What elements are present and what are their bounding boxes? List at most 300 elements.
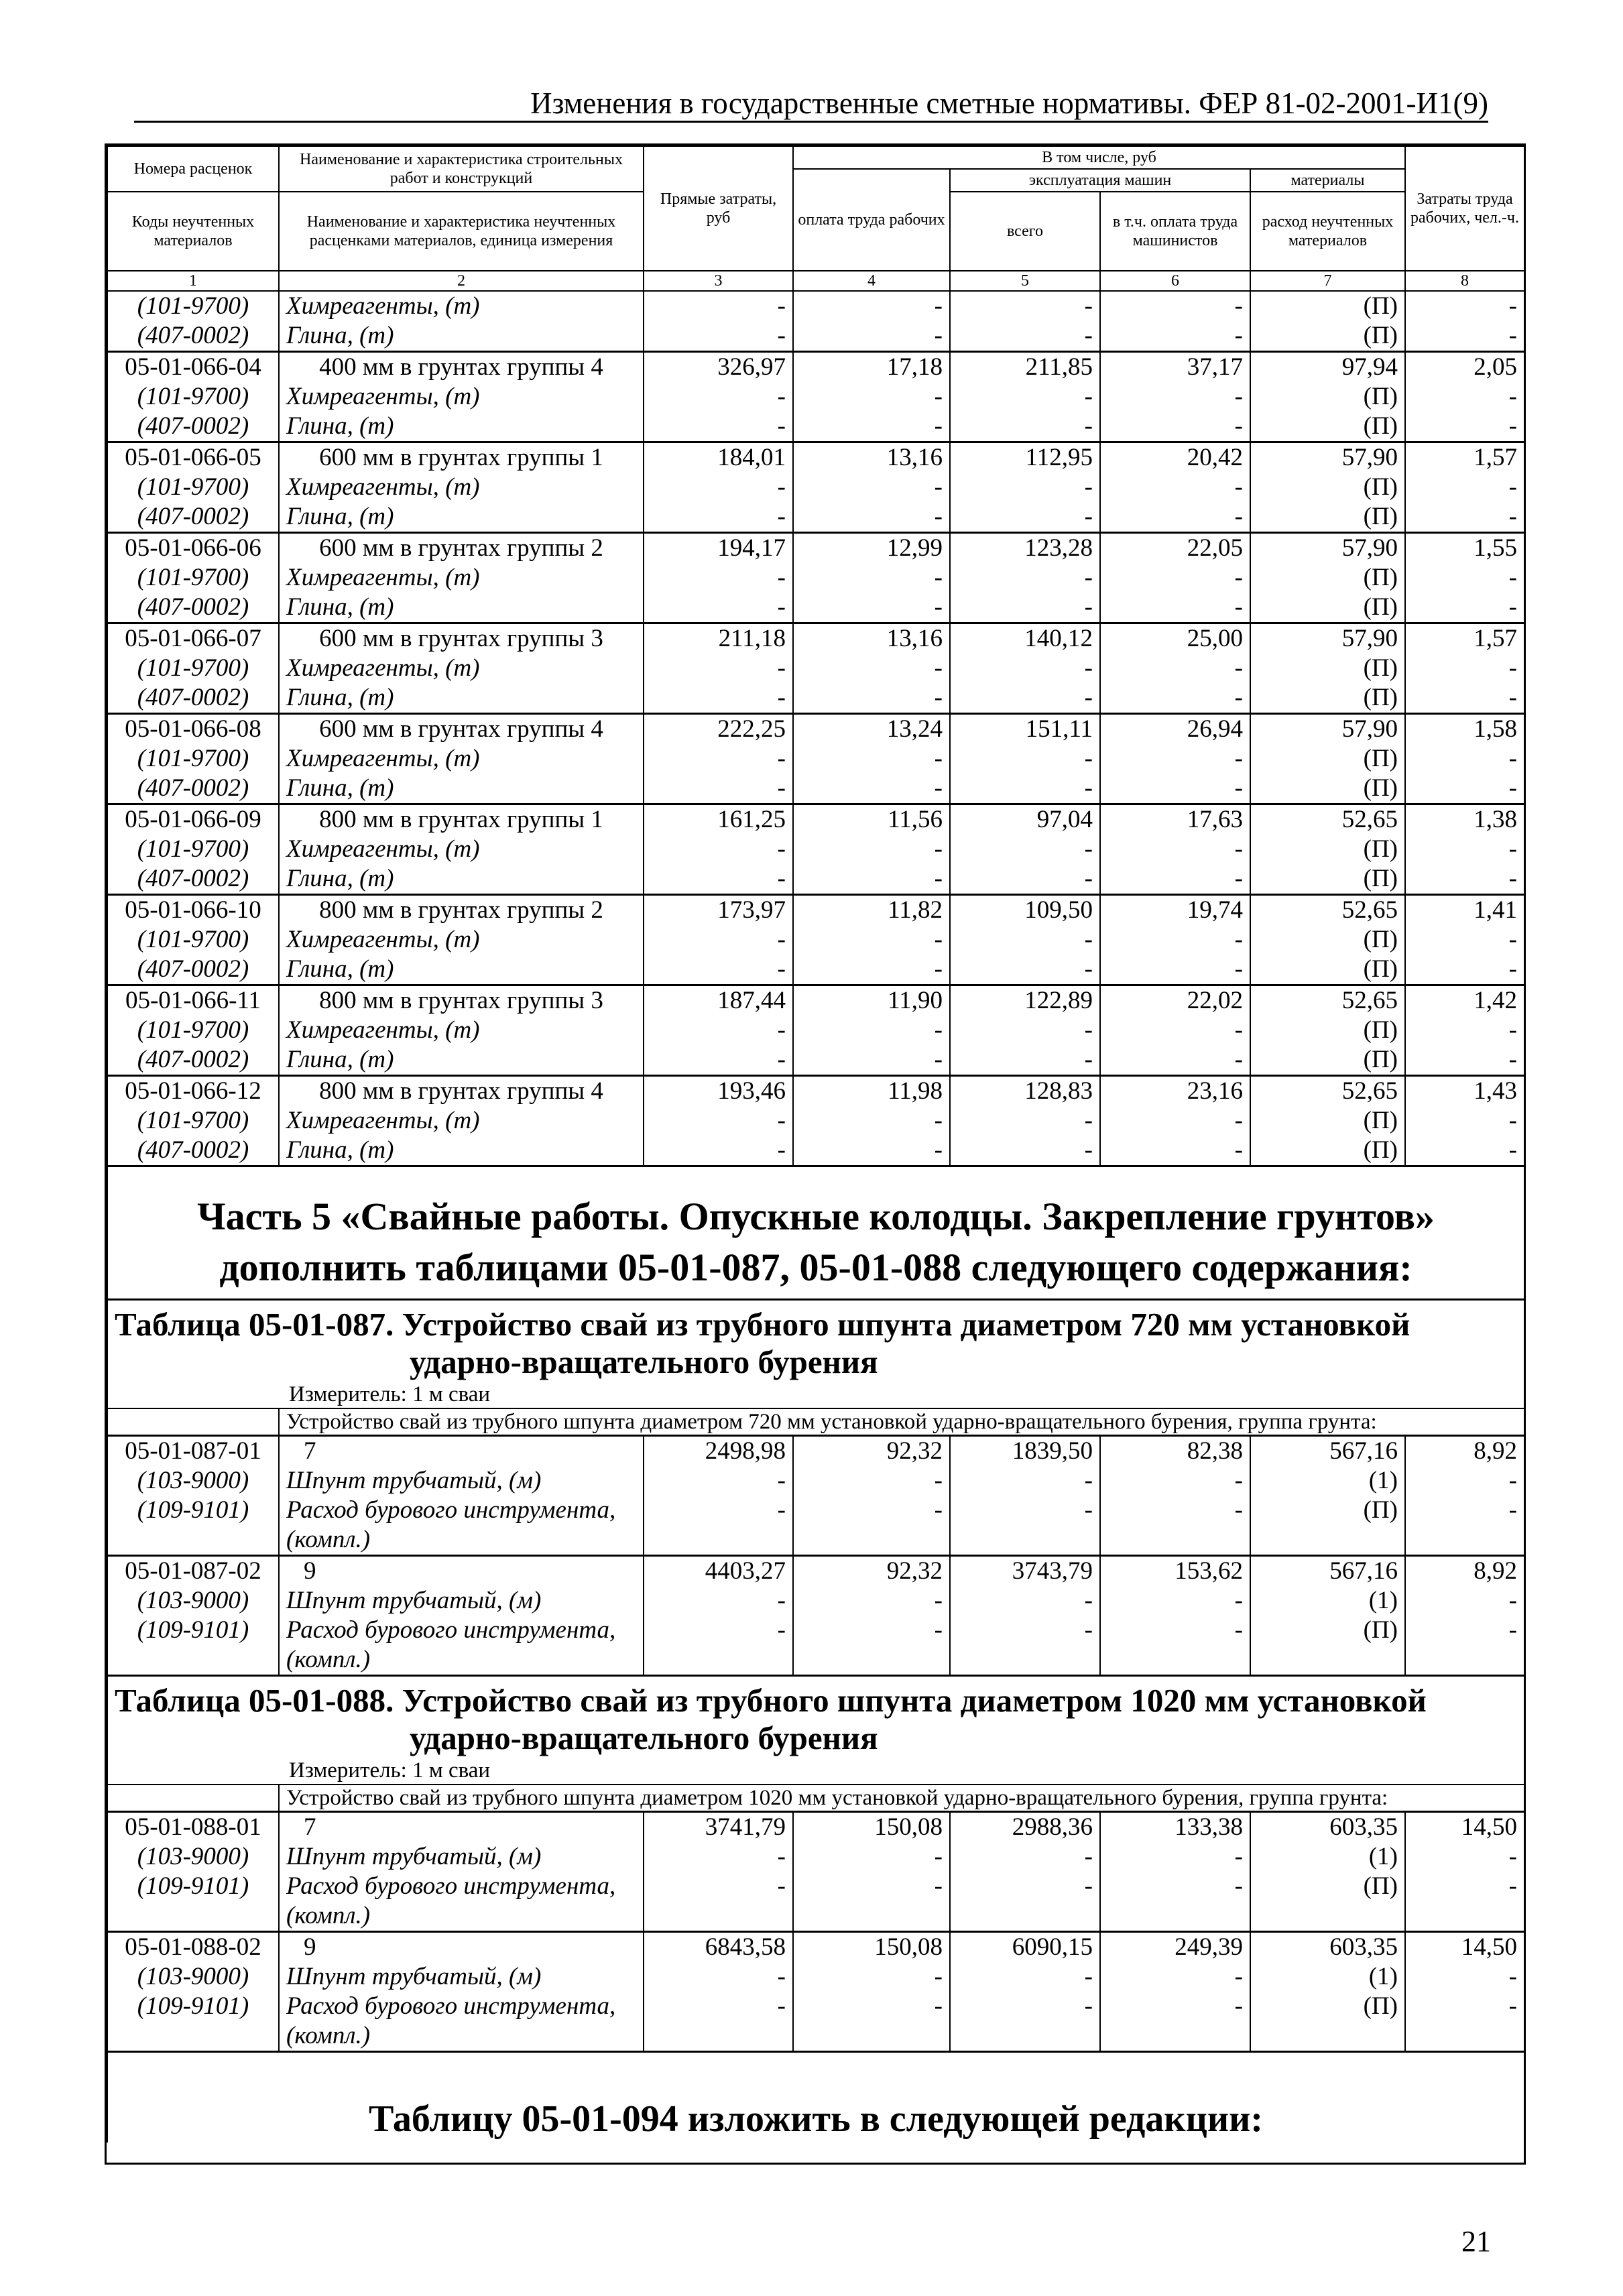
cell: (П) (1250, 1872, 1405, 1932)
cell: 05-01-066-11 (107, 985, 279, 1016)
cell: Расход бурового инструмента, (компл.) (279, 1872, 644, 1932)
cell: Глина, (т) (279, 864, 644, 895)
cell: 4403,27 (644, 1556, 793, 1587)
cell: (101-9700) (107, 382, 279, 412)
cell: - (644, 593, 793, 623)
col-header-6: в т.ч. оплата труда машинистов (1100, 192, 1250, 271)
cell: 1,43 (1405, 1076, 1524, 1107)
cell: - (1100, 473, 1250, 502)
cell: 2498,98 (644, 1436, 793, 1467)
cell: Глина, (т) (279, 683, 644, 714)
cell: - (1405, 1872, 1524, 1932)
cell: (П) (1250, 563, 1405, 593)
cell: 140,12 (950, 623, 1100, 654)
cell: - (1405, 774, 1524, 804)
cell: - (1100, 412, 1250, 442)
cell: 7 (279, 1812, 644, 1843)
rate-row (107, 352, 1524, 383)
cell: Шпунт трубчатый, (м) (279, 1962, 644, 1992)
cell: - (793, 683, 950, 714)
cell: - (644, 1466, 793, 1496)
cell: 1,57 (1405, 623, 1524, 654)
cell: 173,97 (644, 895, 793, 926)
cell: - (644, 835, 793, 864)
cell: - (1100, 1962, 1250, 1992)
cell: 133,38 (1100, 1812, 1250, 1843)
cell: Химреагенты, (т) (279, 291, 644, 321)
cell: 109,50 (950, 895, 1100, 926)
cell: (П) (1250, 1136, 1405, 1166)
cell: 05-01-088-01 (107, 1812, 279, 1843)
material-row (107, 1045, 1524, 1076)
cell: (П) (1250, 1106, 1405, 1136)
cell: - (644, 864, 793, 895)
cell: - (1405, 1962, 1524, 1992)
cell: - (1405, 321, 1524, 352)
col-num: 6 (1100, 271, 1250, 291)
cell: - (1100, 1045, 1250, 1076)
rate-row (107, 804, 1524, 835)
cell: - (950, 1106, 1100, 1136)
cell: (101-9700) (107, 744, 279, 774)
material-row (107, 1106, 1524, 1136)
cell: - (644, 1016, 793, 1045)
cell: - (1405, 473, 1524, 502)
cell: - (1100, 683, 1250, 714)
cell: - (1405, 412, 1524, 442)
col-header-7: расход неучтенных материалов (1250, 192, 1405, 271)
cell: 92,32 (793, 1556, 950, 1587)
material-row (107, 1466, 1524, 1496)
cell: (101-9700) (107, 1106, 279, 1136)
cell: (103-9000) (107, 1466, 279, 1496)
cell: Химреагенты, (т) (279, 744, 644, 774)
cell: 1,42 (1405, 985, 1524, 1016)
cell: - (793, 502, 950, 533)
cell: (П) (1250, 1616, 1405, 1676)
cell: - (644, 1872, 793, 1932)
cell: (407-0002) (107, 321, 279, 352)
material-row (107, 321, 1524, 352)
cell: - (950, 1616, 1100, 1676)
rate-row (107, 1076, 1524, 1107)
rate-row (107, 1436, 1524, 1467)
cell: - (793, 1842, 950, 1872)
rate-row (107, 1556, 1524, 1587)
cell: - (1405, 1466, 1524, 1496)
cell: 249,39 (1100, 1932, 1250, 1963)
cell: 57,90 (1250, 623, 1405, 654)
cell: - (1100, 593, 1250, 623)
cell: - (793, 1466, 950, 1496)
cell: (П) (1250, 955, 1405, 985)
cell: Химреагенты, (т) (279, 1106, 644, 1136)
table-title-line-1: Таблица 05-01-087. Устройство свай из трубного шпунта диаметром 720 мм установкой (115, 1306, 1410, 1343)
col-header-4: оплата труда рабочих (793, 169, 950, 271)
cell: 05-01-066-06 (107, 533, 279, 564)
cell: - (1100, 1586, 1250, 1616)
cell: - (1405, 744, 1524, 774)
material-row (107, 1962, 1524, 1992)
cell: (407-0002) (107, 1045, 279, 1076)
cell: - (1100, 835, 1250, 864)
col-num: 4 (793, 271, 950, 291)
cell: (101-9700) (107, 1016, 279, 1045)
cell: 17,63 (1100, 804, 1250, 835)
cell: 9 (279, 1932, 644, 1963)
cell: - (950, 774, 1100, 804)
cell: 52,65 (1250, 804, 1405, 835)
cell: - (1405, 1016, 1524, 1045)
cell: 52,65 (1250, 1076, 1405, 1107)
cell: 800 мм в грунтах группы 3 (279, 985, 644, 1016)
cell: 13,16 (793, 623, 950, 654)
cell: 326,97 (644, 352, 793, 383)
table-title (108, 1677, 1524, 1757)
cell: 600 мм в грунтах группы 4 (279, 714, 644, 745)
rate-row (107, 533, 1524, 564)
cell: (П) (1250, 1992, 1405, 2052)
cell: - (1100, 654, 1250, 683)
cell: (407-0002) (107, 412, 279, 442)
cell: - (1405, 1992, 1524, 2052)
cell: Глина, (т) (279, 955, 644, 985)
cell: - (793, 321, 950, 352)
cell: (П) (1250, 864, 1405, 895)
cell: 37,17 (1100, 352, 1250, 383)
cell: 800 мм в грунтах группы 2 (279, 895, 644, 926)
cell: (407-0002) (107, 683, 279, 714)
norms-table (107, 145, 1525, 2142)
cell: - (950, 835, 1100, 864)
cell: 05-01-066-05 (107, 442, 279, 473)
cell: 1839,50 (950, 1436, 1100, 1467)
col-header-1b: Коды неучтенных материалов (107, 192, 279, 271)
cell: 14,50 (1405, 1812, 1524, 1843)
material-row (107, 1842, 1524, 1872)
cell: (П) (1250, 1016, 1405, 1045)
cell: Глина, (т) (279, 593, 644, 623)
cell: (П) (1250, 1496, 1405, 1556)
cell: - (950, 1045, 1100, 1076)
cell: Химреагенты, (т) (279, 835, 644, 864)
material-row (107, 835, 1524, 864)
cell: - (950, 563, 1100, 593)
table-title-line-2: ударно-вращательного бурения (410, 1719, 878, 1756)
cell: 92,32 (793, 1436, 950, 1467)
cell: - (644, 382, 793, 412)
material-row (107, 593, 1524, 623)
cell: 123,28 (950, 533, 1100, 564)
cell: 97,04 (950, 804, 1100, 835)
cell: - (644, 563, 793, 593)
cell: - (644, 955, 793, 985)
rate-row (107, 714, 1524, 745)
cell: - (644, 1992, 793, 2052)
cell: (П) (1250, 291, 1405, 321)
cell: - (950, 1136, 1100, 1166)
cell: 600 мм в грунтах группы 2 (279, 533, 644, 564)
material-row (107, 1992, 1524, 2052)
cell: - (1100, 864, 1250, 895)
cell: (103-9000) (107, 1842, 279, 1872)
cell: 3741,79 (644, 1812, 793, 1843)
cell: 211,85 (950, 352, 1100, 383)
cell: 05-01-066-12 (107, 1076, 279, 1107)
cell: (407-0002) (107, 502, 279, 533)
cell: 13,24 (793, 714, 950, 745)
material-row (107, 473, 1524, 502)
cell: 22,02 (1100, 985, 1250, 1016)
part-title-row (107, 1166, 1524, 1300)
cell: (101-9700) (107, 473, 279, 502)
cell: - (793, 955, 950, 985)
cell: 161,25 (644, 804, 793, 835)
cell: - (950, 1586, 1100, 1616)
cell: 57,90 (1250, 714, 1405, 745)
table-title-row (107, 1300, 1524, 1410)
table-description-row (107, 1785, 1524, 1812)
material-row (107, 955, 1524, 985)
cell: 11,82 (793, 895, 950, 926)
cell: - (1405, 1106, 1524, 1136)
cell: 1,41 (1405, 895, 1524, 926)
cell: 150,08 (793, 1932, 950, 1963)
col-number-row (107, 271, 1524, 291)
cell: 600 мм в грунтах группы 1 (279, 442, 644, 473)
material-row (107, 1016, 1524, 1045)
cell: - (950, 1842, 1100, 1872)
cell: (П) (1250, 321, 1405, 352)
cell: 9 (279, 1556, 644, 1587)
cell: - (644, 925, 793, 955)
cell: (П) (1250, 1045, 1405, 1076)
cell: 2,05 (1405, 352, 1524, 383)
col-header-5: всего (950, 192, 1100, 271)
cell: - (1100, 1872, 1250, 1932)
cell: - (644, 1045, 793, 1076)
cell (107, 1409, 279, 1436)
cell: 150,08 (793, 1812, 950, 1843)
cell: - (1405, 925, 1524, 955)
cell: - (1100, 563, 1250, 593)
cell: - (950, 382, 1100, 412)
cell: - (793, 654, 950, 683)
cell: - (1405, 955, 1524, 985)
rate-row (107, 1932, 1524, 1963)
cell: - (644, 1136, 793, 1166)
cell: 1,55 (1405, 533, 1524, 564)
table-title (108, 1301, 1524, 1381)
cell: 23,16 (1100, 1076, 1250, 1107)
cell (107, 1785, 279, 1812)
cell: - (950, 593, 1100, 623)
cell: 567,16 (1250, 1436, 1405, 1467)
cell: (109-9101) (107, 1872, 279, 1932)
rate-row (107, 895, 1524, 926)
cell: - (1405, 1616, 1524, 1676)
cell: 1,38 (1405, 804, 1524, 835)
measure-unit: Измеритель: 1 м сваи (108, 1757, 1524, 1785)
cell: (1) (1250, 1962, 1405, 1992)
cell: (109-9101) (107, 1496, 279, 1556)
cell: 567,16 (1250, 1556, 1405, 1587)
cell: - (1405, 593, 1524, 623)
col-num: 7 (1250, 271, 1405, 291)
cell: - (1405, 1136, 1524, 1166)
cell: - (950, 925, 1100, 955)
cell: - (644, 1842, 793, 1872)
cell: 11,56 (793, 804, 950, 835)
cell: (407-0002) (107, 593, 279, 623)
cell: Глина, (т) (279, 321, 644, 352)
cell: (407-0002) (107, 864, 279, 895)
cell: 128,83 (950, 1076, 1100, 1107)
col-header-8: Затраты труда рабочих, чел.-ч. (1405, 146, 1524, 271)
cell: - (1100, 925, 1250, 955)
cell: 3743,79 (950, 1556, 1100, 1587)
cell: (П) (1250, 683, 1405, 714)
material-row (107, 925, 1524, 955)
cell: (101-9700) (107, 563, 279, 593)
cell: Расход бурового инструмента, (компл.) (279, 1992, 644, 2052)
cell: 2988,36 (950, 1812, 1100, 1843)
cell: 112,95 (950, 442, 1100, 473)
cell: - (950, 683, 1100, 714)
col-header-1a: Номера расценок (107, 146, 279, 192)
cell: - (793, 1992, 950, 2052)
col-header-2a: Наименование и характеристика строительных работ и конструкций (279, 146, 644, 192)
cell: - (950, 412, 1100, 442)
cell: - (793, 1496, 950, 1556)
cell: - (1405, 382, 1524, 412)
cell: 222,25 (644, 714, 793, 745)
col-header-machines: эксплуатация машин (950, 169, 1250, 192)
cell: Химреагенты, (т) (279, 563, 644, 593)
cell: - (793, 1106, 950, 1136)
cell: 57,90 (1250, 442, 1405, 473)
cell: - (1405, 291, 1524, 321)
cell: - (644, 291, 793, 321)
footer-title-row (107, 2052, 1524, 2143)
cell: 17,18 (793, 352, 950, 383)
cell: - (644, 412, 793, 442)
cell: - (950, 744, 1100, 774)
cell: (109-9101) (107, 1616, 279, 1676)
cell: (П) (1250, 835, 1405, 864)
cell: 6843,58 (644, 1932, 793, 1963)
cell: - (950, 1872, 1100, 1932)
cell: - (793, 412, 950, 442)
cell: (407-0002) (107, 774, 279, 804)
cell: - (793, 1962, 950, 1992)
running-header: Изменения в государственные сметные нормативы. ФЕР 81-02-2001-И1(9) (134, 86, 1488, 123)
cell: - (1405, 1496, 1524, 1556)
cell: - (793, 774, 950, 804)
cell: 603,35 (1250, 1812, 1405, 1843)
cell: Шпунт трубчатый, (м) (279, 1586, 644, 1616)
cell: (П) (1250, 744, 1405, 774)
cell: - (1100, 382, 1250, 412)
material-row (107, 864, 1524, 895)
cell: - (644, 473, 793, 502)
cell: - (644, 502, 793, 533)
cell: 57,90 (1250, 533, 1405, 564)
cell: (1) (1250, 1586, 1405, 1616)
cell: - (644, 1106, 793, 1136)
cell: - (1405, 654, 1524, 683)
cell: (П) (1250, 925, 1405, 955)
cell: - (950, 1496, 1100, 1556)
material-row (107, 654, 1524, 683)
cell: - (644, 1616, 793, 1676)
cell: - (1100, 1496, 1250, 1556)
cell: - (1405, 1842, 1524, 1872)
cell: 600 мм в грунтах группы 3 (279, 623, 644, 654)
cell: 05-01-087-02 (107, 1556, 279, 1587)
cell: Химреагенты, (т) (279, 1016, 644, 1045)
cell: (103-9000) (107, 1962, 279, 1992)
cell: (П) (1250, 502, 1405, 533)
cell: Глина, (т) (279, 1136, 644, 1166)
cell: 800 мм в грунтах группы 1 (279, 804, 644, 835)
page-number: 21 (1461, 2225, 1491, 2258)
cell: 13,16 (793, 442, 950, 473)
material-row (107, 382, 1524, 412)
cell: (П) (1250, 654, 1405, 683)
cell: 400 мм в грунтах группы 4 (279, 352, 644, 383)
cell: - (950, 1466, 1100, 1496)
cell: 22,05 (1100, 533, 1250, 564)
cell: - (1100, 1842, 1250, 1872)
col-header-2b: Наименование и характеристика неучтенных расценками материалов, единица измерения (279, 192, 644, 271)
cell: - (644, 683, 793, 714)
cell: - (1100, 774, 1250, 804)
cell: - (1100, 1466, 1250, 1496)
cell: 26,94 (1100, 714, 1250, 745)
material-row (107, 1136, 1524, 1166)
cell: - (644, 1496, 793, 1556)
material-row (107, 1586, 1524, 1616)
cell: Шпунт трубчатый, (м) (279, 1842, 644, 1872)
col-header-group: В том числе, руб (793, 146, 1405, 169)
cell: (407-0002) (107, 955, 279, 985)
cell: Химреагенты, (т) (279, 654, 644, 683)
cell: (103-9000) (107, 1586, 279, 1616)
cell: 05-01-066-08 (107, 714, 279, 745)
col-num: 3 (644, 271, 793, 291)
cell: - (793, 1586, 950, 1616)
header-row-1 (107, 146, 1524, 169)
material-row (107, 502, 1524, 533)
cell: 194,17 (644, 533, 793, 564)
cell: - (644, 1586, 793, 1616)
cell: - (1100, 1992, 1250, 2052)
table-description: Устройство свай из трубного шпунта диаметром 1020 мм установкой ударно-вращательного бурения, группа грунта: (279, 1785, 1524, 1812)
col-num: 5 (950, 271, 1100, 291)
cell: 25,00 (1100, 623, 1250, 654)
table-title-row (107, 1676, 1524, 1786)
measure-unit: Измеритель: 1 м сваи (108, 1381, 1524, 1409)
cell: - (1100, 291, 1250, 321)
cell: 8,92 (1405, 1436, 1524, 1467)
cell: 05-01-066-04 (107, 352, 279, 383)
rate-row (107, 623, 1524, 654)
cell: (101-9700) (107, 925, 279, 955)
cell: Глина, (т) (279, 502, 644, 533)
cell: - (793, 925, 950, 955)
table-title-line-1: Таблица 05-01-088. Устройство свай из трубного шпунта диаметром 1020 мм установкой (115, 1682, 1427, 1719)
